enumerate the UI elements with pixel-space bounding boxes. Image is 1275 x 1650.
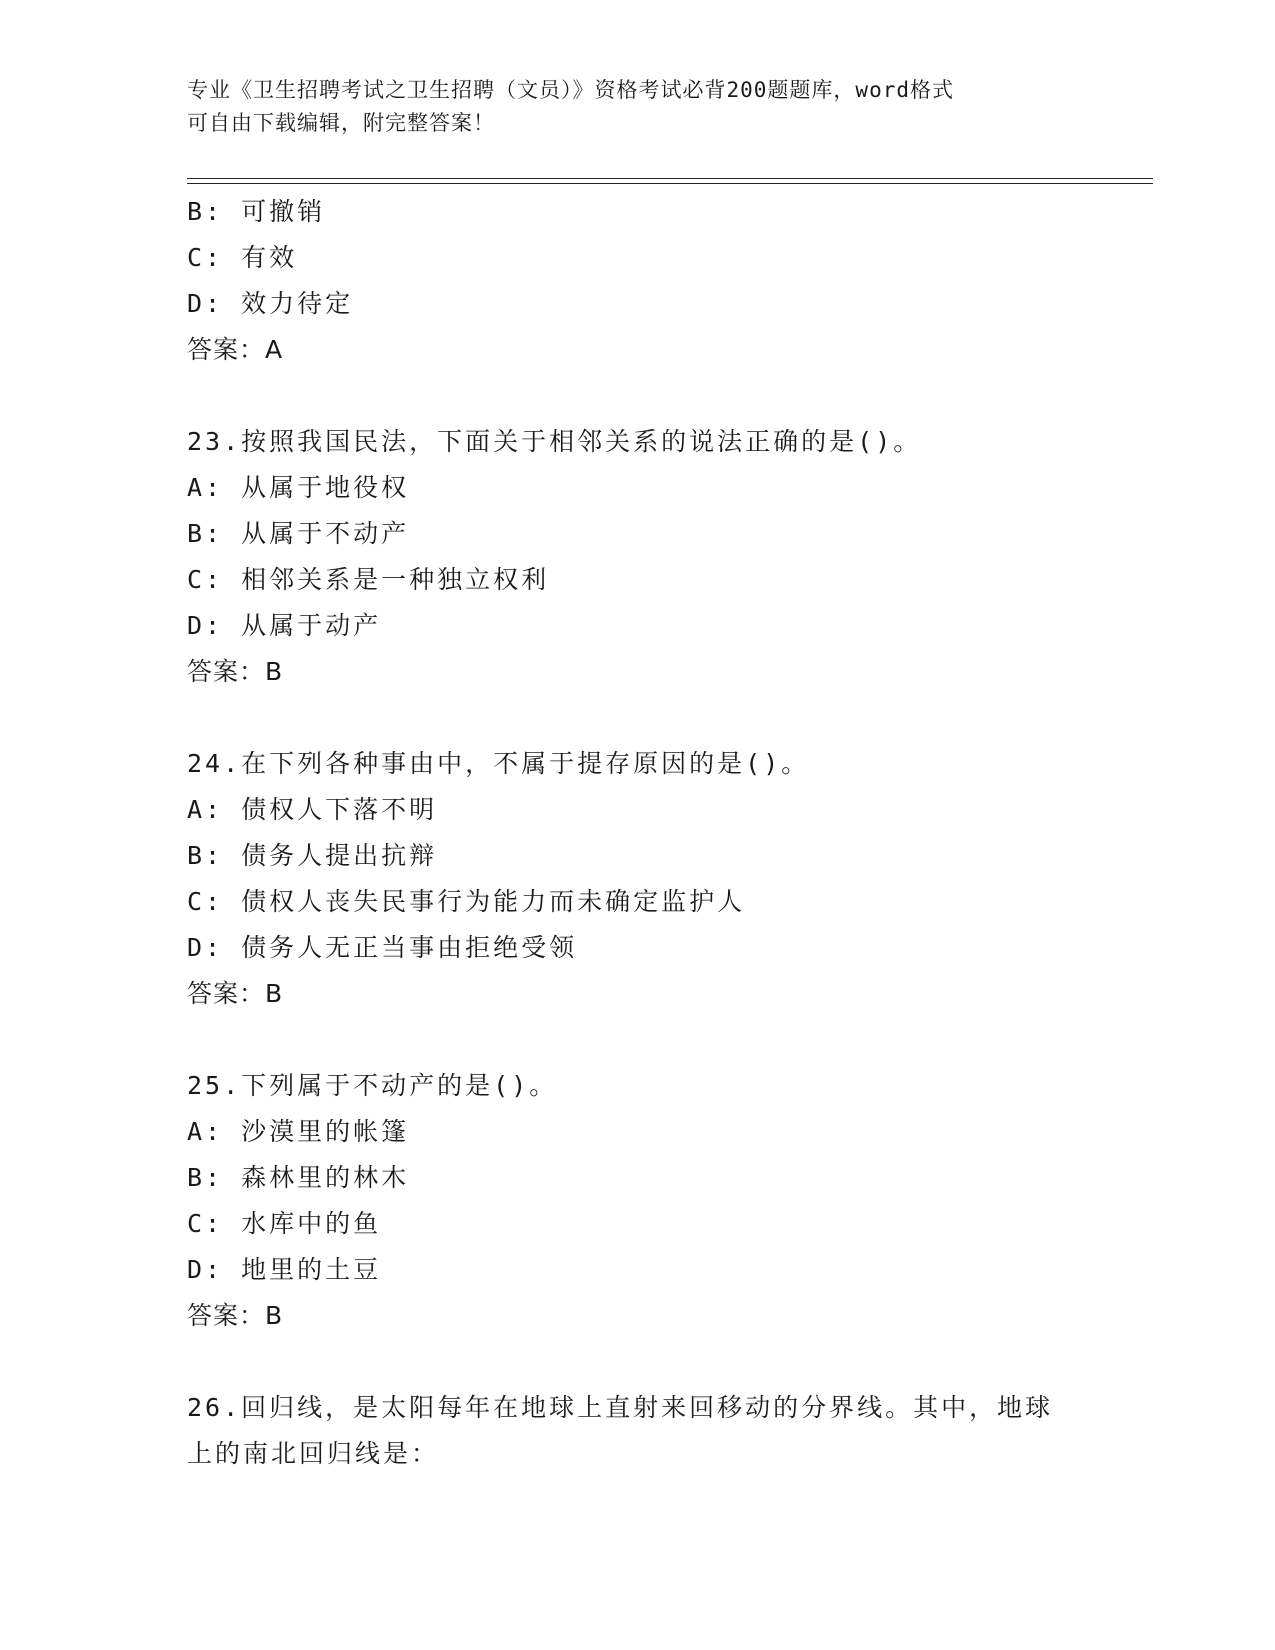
document-header	[187, 74, 1087, 140]
q25-answer: 答案：B	[187, 1301, 284, 1330]
header-rule-bottom	[187, 183, 1153, 184]
q25-option-b: B: 森林里的林木	[187, 1163, 410, 1192]
q22-option-b: B: 可撤销	[187, 197, 326, 226]
q22-answer: 答案：A	[187, 335, 284, 364]
q24-option-d: D: 债务人无正当事由拒绝受领	[187, 933, 578, 962]
q24-option-b: B: 债务人提出抗辩	[187, 841, 438, 870]
q25-option-a: A: 沙漠里的帐篷	[187, 1117, 410, 1146]
q22-option-d: D: 效力待定	[187, 289, 354, 318]
header-line-1: 专业《卫生招聘考试之卫生招聘（文员）》资格考试必背200题题库，word格式	[187, 78, 954, 102]
q25-option-c: C: 水库中的鱼	[187, 1209, 382, 1238]
q23-option-c: C: 相邻关系是一种独立权利	[187, 565, 550, 594]
header-line-2: 可自由下载编辑，附完整答案！	[187, 111, 495, 135]
spacer	[187, 1017, 1153, 1063]
q24-question: 24.在下列各种事由中，不属于提存原因的是()。	[187, 749, 810, 778]
question-content	[187, 189, 1153, 1477]
spacer	[187, 373, 1153, 419]
q23-option-a: A: 从属于地役权	[187, 473, 410, 502]
q22-option-c: C: 有效	[187, 243, 298, 272]
header-rule-top	[187, 178, 1153, 179]
q26-question-line-2: 上的南北回归线是：	[187, 1439, 440, 1468]
q23-answer: 答案：B	[187, 657, 284, 686]
q25-option-d: D: 地里的土豆	[187, 1255, 382, 1284]
q24-option-a: A: 债权人下落不明	[187, 795, 438, 824]
spacer	[187, 1339, 1153, 1385]
q23-option-b: B: 从属于不动产	[187, 519, 410, 548]
q25-question: 25.下列属于不动产的是()。	[187, 1071, 558, 1100]
q23-option-d: D: 从属于动产	[187, 611, 382, 640]
q26-question-line-1: 26.回归线，是太阳每年在地球上直射来回移动的分界线。其中，地球	[187, 1393, 1054, 1422]
q24-answer: 答案：B	[187, 979, 284, 1008]
spacer	[187, 695, 1153, 741]
q24-option-c: C: 债权人丧失民事行为能力而未确定监护人	[187, 887, 746, 916]
q23-question: 23.按照我国民法，下面关于相邻关系的说法正确的是()。	[187, 427, 922, 456]
